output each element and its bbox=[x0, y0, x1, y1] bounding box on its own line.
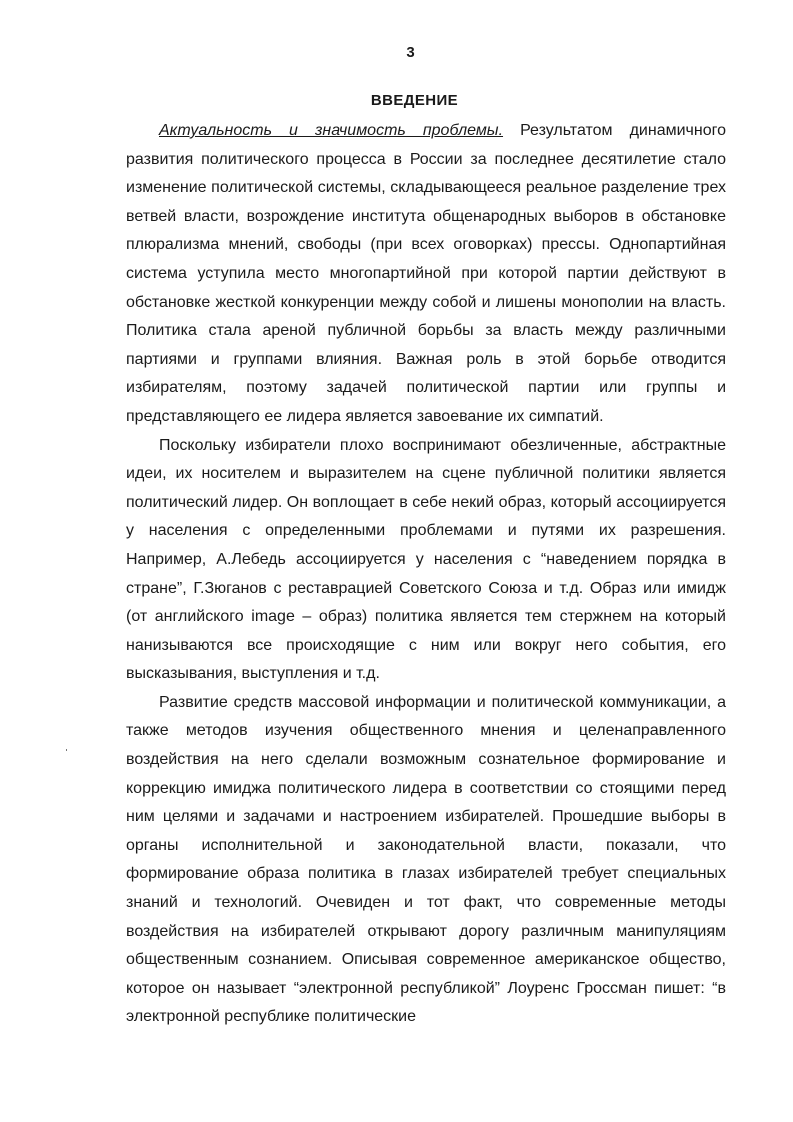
body-text bbox=[126, 117, 726, 1032]
section-heading: ВВЕДЕНИЕ bbox=[370, 92, 459, 109]
page-number: 3 bbox=[406, 44, 415, 61]
paragraph-text: Поскольку избиратели плохо воспринимают обезличенные, абстрактные идеи, их носителем и выразителем на сцене публичной политики является политический лидер. Он воплощает в себе некий образ, который ассоциируется у населения с определенными проблемами и путями их разрешения. Например, А.Лебедь ассоциируется у населения с “наведением порядка в стране”, Г.Зюганов с реставрацией Советского Союза и т.д. Образ или имидж (от английского image – образ) политика является тем стержнем на который нанизываются все происходящие с ним или вокруг него события, его высказывания, выступления и т.д. bbox=[126, 436, 726, 683]
paragraph-relevance bbox=[126, 117, 726, 432]
paragraph-political-leader bbox=[126, 432, 726, 689]
paragraph-text: Результатом динамичного развития политического процесса в России за последнее десятилетие стало изменение политической системы, складывающееся реальное разделение трех ветвей власти, возрождение института общенародных выборов в обстановке плюрализма мнений, свободы (при всех оговорках) прессы. Однопартийная система уступила место многопартийной при которой партии действуют в обстановке жесткой конкуренции между собой и лишены монополии на власть. Политика стала ареной публичной борьбы за власть между различными партиями и группами влияния. Важная роль в этой борьбе отводится избирателям, поэтому задачей политической партии или группы и представляющего ее лидера является завоевание их симпатий. bbox=[126, 122, 726, 425]
paragraph-mass-media bbox=[126, 689, 726, 1032]
paragraph-text: Развитие средств массовой информации и политической коммуникации, а также методов изучения общественного мнения и целенаправленного воздействия на него сделали возможным сознательное формирование и коррекцию имиджа политического лидера в соответствии со стоящими перед ним целями и задачами и настроением избирателей. Прошедшие выборы в органы исполнительной и законодательной власти, показали, что формирование образа политика в глазах избирателей требует специальных знаний и технологий. Очевиден и тот факт, что современные методы воздействия на избирателей открывают дорогу различным манипуляциям общественным сознанием. Описывая современное американское общество, которое он называет “электронной республикой” Лоуренс Гроссман пишет: “в электронной республике политические bbox=[126, 693, 726, 1026]
paragraph-lead: Актуальность и значимость проблемы. bbox=[159, 122, 504, 139]
scan-margin-mark bbox=[66, 749, 67, 751]
